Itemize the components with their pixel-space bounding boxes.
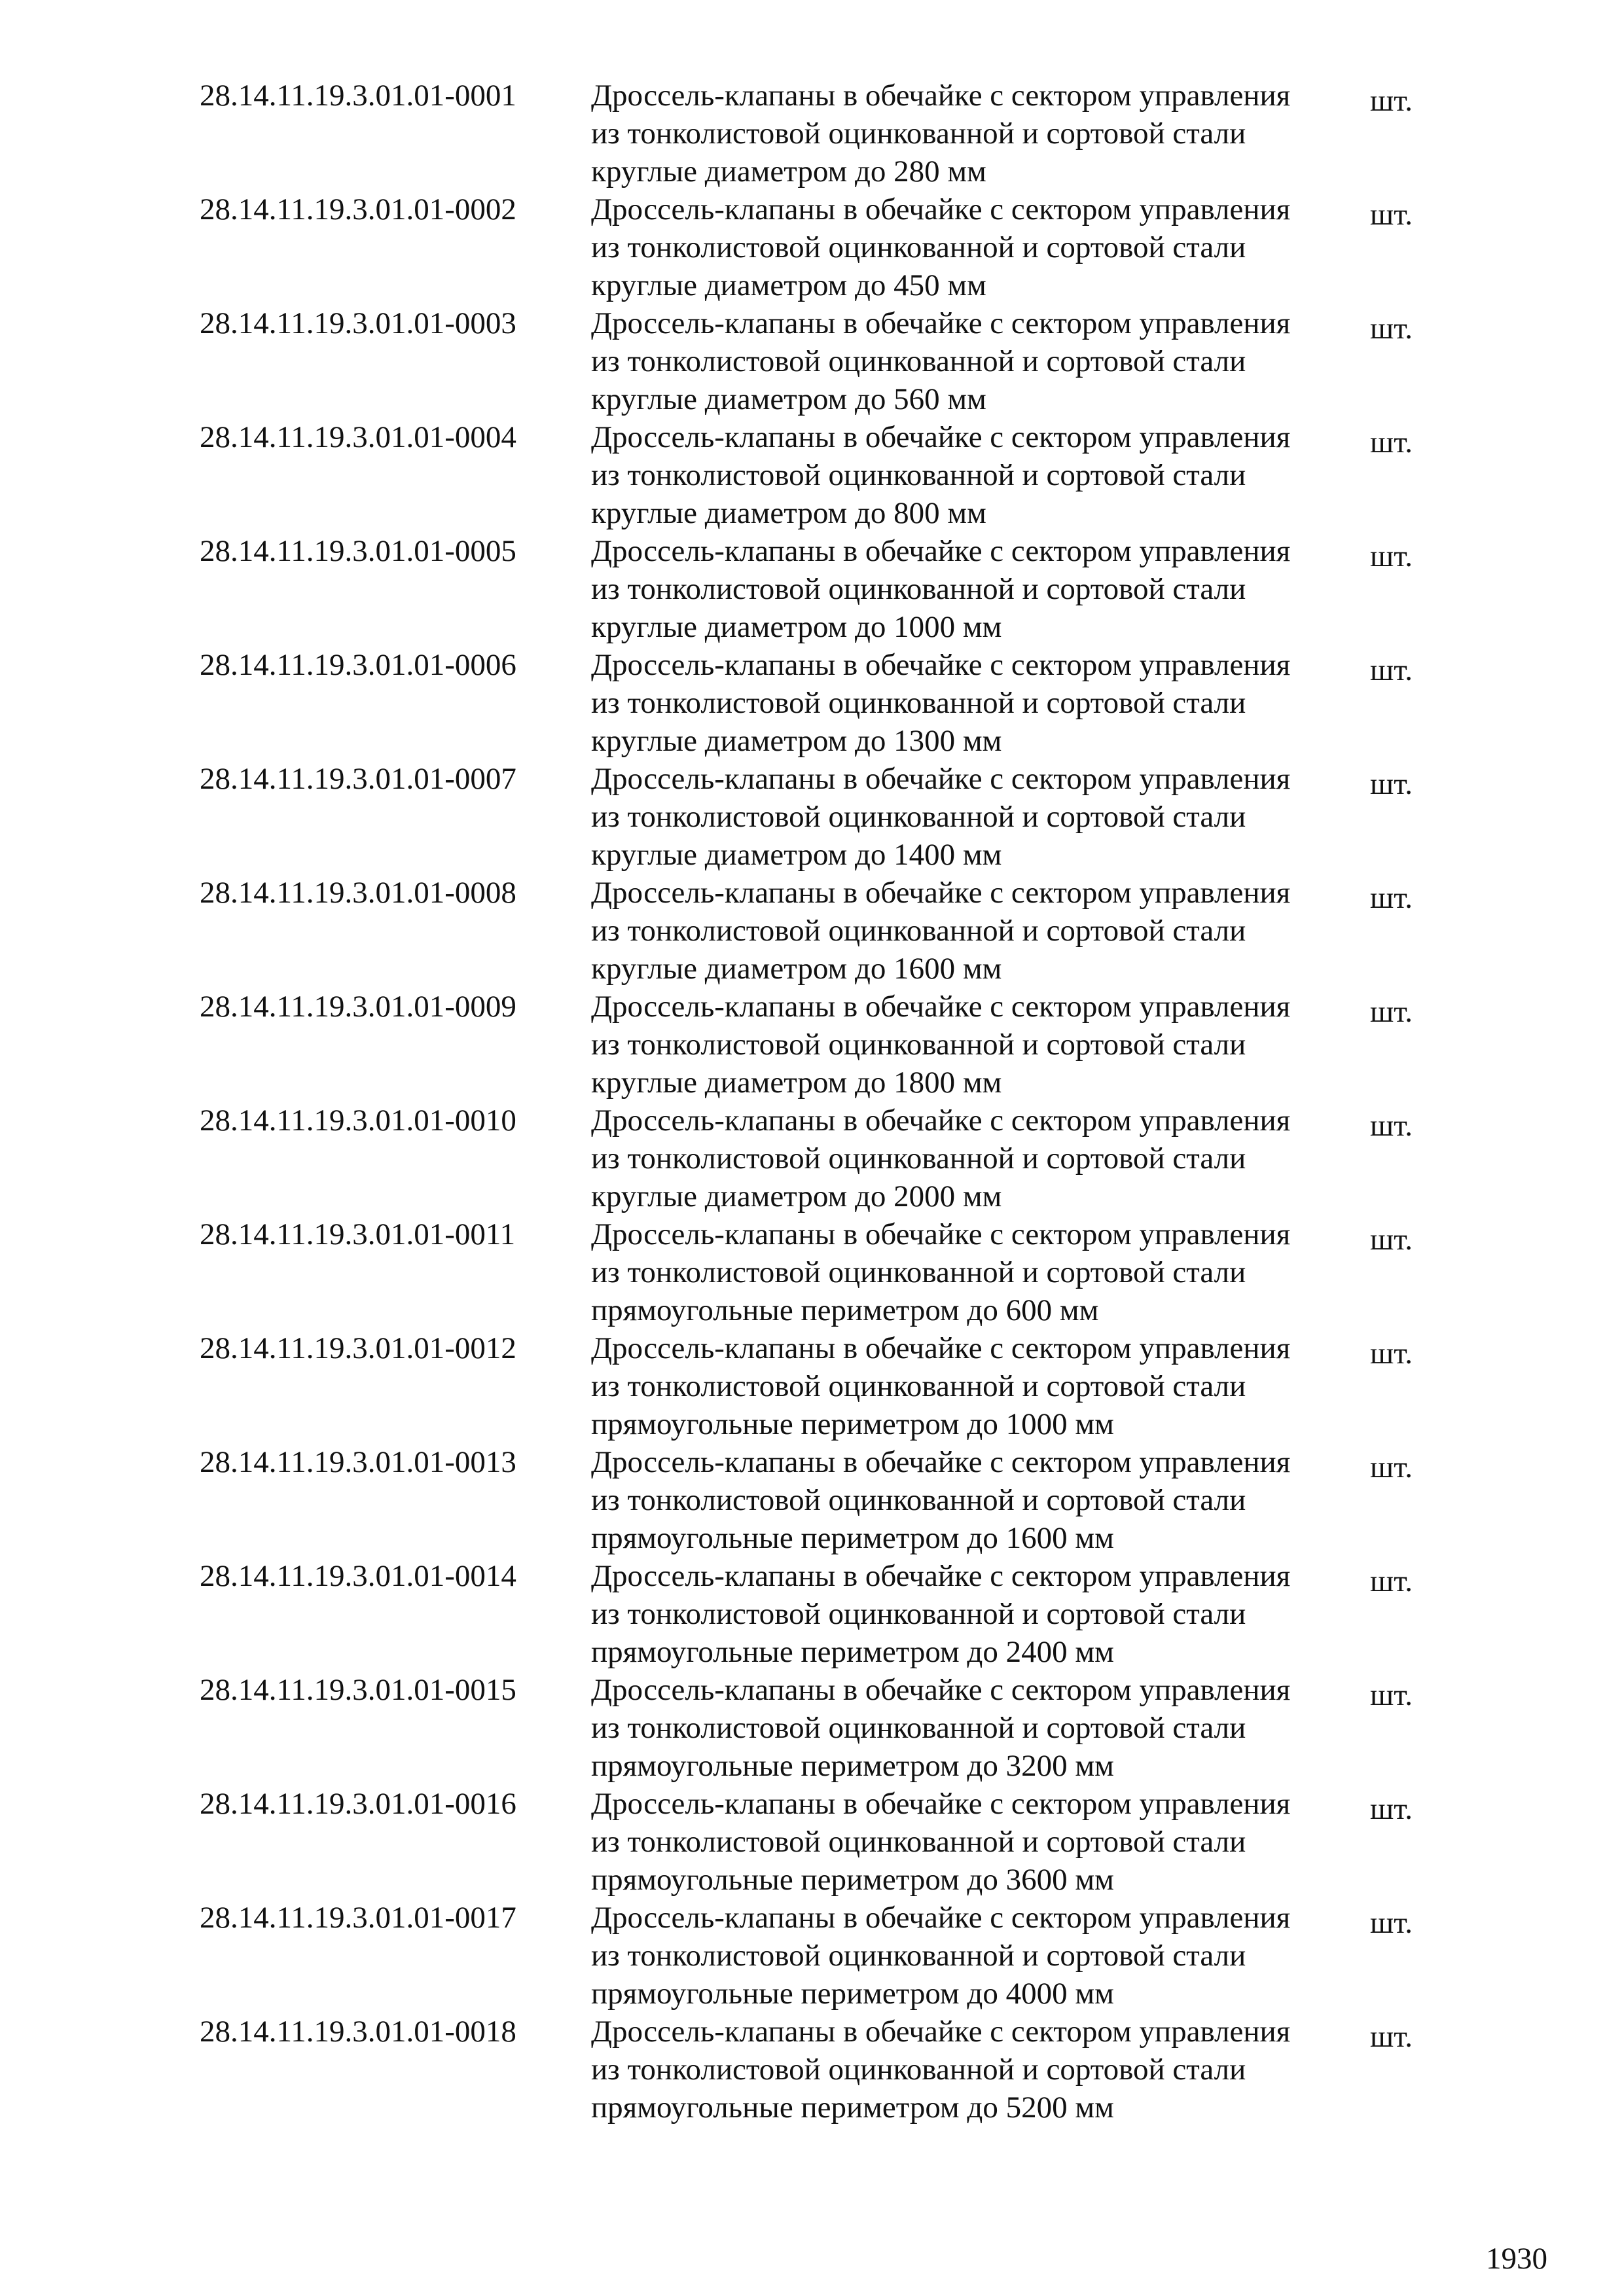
description-line: из тонколистовой оцинкованной и сортовой стали	[591, 1255, 1246, 1289]
resource-code: 28.14.11.19.3.01.01-0001	[200, 79, 516, 113]
description-line: из тонколистовой оцинкованной и сортовой стали	[591, 1939, 1246, 1973]
description-line: круглые диаметром до 1400 мм	[591, 838, 1002, 872]
table-row	[200, 1443, 1483, 1557]
resource-description	[591, 2013, 1337, 2126]
table-row	[200, 1215, 1483, 1329]
resource-code: 28.14.11.19.3.01.01-0014	[200, 1559, 516, 1593]
description-line: Дроссель-клапаны в обечайке с сектором управления	[591, 990, 1291, 1024]
description-line: Дроссель-клапаны в обечайке с сектором управления	[591, 1559, 1291, 1593]
unit-of-measure: шт.	[1370, 2020, 1413, 2054]
unit-of-measure: шт.	[1370, 881, 1413, 915]
unit-of-measure: шт.	[1370, 1109, 1413, 1143]
resource-code: 28.14.11.19.3.01.01-0006	[200, 648, 516, 682]
description-line: Дроссель-клапаны в обечайке с сектором управления	[591, 2015, 1291, 2049]
resource-code: 28.14.11.19.3.01.01-0003	[200, 306, 516, 340]
resource-code: 28.14.11.19.3.01.01-0016	[200, 1787, 516, 1821]
unit-of-measure: шт.	[1370, 1792, 1413, 1826]
resource-description	[591, 1102, 1337, 1215]
table-row	[200, 532, 1483, 646]
resource-code: 28.14.11.19.3.01.01-0007	[200, 762, 516, 796]
description-line: из тонколистовой оцинкованной и сортовой стали	[591, 458, 1246, 492]
description-line: из тонколистовой оцинкованной и сортовой стали	[591, 1028, 1246, 1062]
unit-of-measure: шт.	[1370, 1336, 1413, 1371]
description-line: Дроссель-клапаны в обечайке с сектором управления	[591, 1331, 1291, 1365]
unit-of-measure: шт.	[1370, 198, 1413, 232]
resource-description	[591, 1671, 1337, 1785]
description-line: круглые диаметром до 450 мм	[591, 268, 986, 302]
description-line: прямоугольные периметром до 1600 мм	[591, 1521, 1114, 1555]
table-row	[200, 1329, 1483, 1443]
description-line: круглые диаметром до 1300 мм	[591, 724, 1002, 758]
description-line: прямоугольные периметром до 3600 мм	[591, 1863, 1114, 1897]
description-line: круглые диаметром до 1600 мм	[591, 952, 1002, 986]
resource-code: 28.14.11.19.3.01.01-0015	[200, 1673, 516, 1707]
resource-description	[591, 1899, 1337, 2013]
resource-code: 28.14.11.19.3.01.01-0004	[200, 420, 516, 454]
description-line: Дроссель-клапаны в обечайке с сектором управления	[591, 192, 1291, 226]
unit-of-measure: шт.	[1370, 84, 1413, 118]
resource-code: 28.14.11.19.3.01.01-0002	[200, 192, 516, 226]
description-line: Дроссель-клапаны в обечайке с сектором управления	[591, 1217, 1291, 1251]
unit-of-measure: шт.	[1370, 425, 1413, 459]
table-row	[200, 1785, 1483, 1899]
description-line: Дроссель-клапаны в обечайке с сектором управления	[591, 420, 1291, 454]
description-line: Дроссель-клапаны в обечайке с сектором управления	[591, 306, 1291, 340]
description-line: Дроссель-клапаны в обечайке с сектором управления	[591, 762, 1291, 796]
description-line: из тонколистовой оцинкованной и сортовой стали	[591, 344, 1246, 378]
table-row	[200, 1899, 1483, 2013]
description-line: Дроссель-клапаны в обечайке с сектором управления	[591, 1901, 1291, 1935]
resource-description	[591, 760, 1337, 874]
table-row	[200, 418, 1483, 532]
table-row	[200, 1102, 1483, 1215]
description-line: Дроссель-клапаны в обечайке с сектором управления	[591, 79, 1291, 113]
resource-description	[591, 1443, 1337, 1557]
description-line: Дроссель-клапаны в обечайке с сектором управления	[591, 534, 1291, 568]
resource-code: 28.14.11.19.3.01.01-0010	[200, 1103, 516, 1138]
description-line: из тонколистовой оцинкованной и сортовой стали	[591, 1483, 1246, 1517]
description-line: прямоугольные периметром до 4000 мм	[591, 1977, 1114, 2011]
description-line: из тонколистовой оцинкованной и сортовой стали	[591, 117, 1246, 151]
unit-of-measure: шт.	[1370, 653, 1413, 687]
resource-code: 28.14.11.19.3.01.01-0017	[200, 1901, 516, 1935]
description-line: Дроссель-клапаны в обечайке с сектором управления	[591, 1445, 1291, 1479]
table-row	[200, 988, 1483, 1102]
resource-description	[591, 77, 1337, 190]
resource-description	[591, 1557, 1337, 1671]
resource-description	[591, 646, 1337, 760]
description-line: из тонколистовой оцинкованной и сортовой стали	[591, 1597, 1246, 1631]
resource-code: 28.14.11.19.3.01.01-0011	[200, 1217, 516, 1251]
table-row	[200, 304, 1483, 418]
description-line: круглые диаметром до 560 мм	[591, 382, 986, 416]
table-row	[200, 760, 1483, 874]
table-row	[200, 190, 1483, 304]
description-line: прямоугольные периметром до 2400 мм	[591, 1635, 1114, 1669]
table-row	[200, 1671, 1483, 1785]
description-line: Дроссель-клапаны в обечайке с сектором управления	[591, 876, 1291, 910]
description-line: Дроссель-клапаны в обечайке с сектором управления	[591, 1673, 1291, 1707]
resource-code: 28.14.11.19.3.01.01-0005	[200, 534, 516, 568]
description-line: круглые диаметром до 280 мм	[591, 154, 986, 188]
table-row	[200, 646, 1483, 760]
table-row	[200, 2013, 1483, 2126]
unit-of-measure: шт.	[1370, 1678, 1413, 1712]
unit-of-measure: шт.	[1370, 767, 1413, 801]
description-line: из тонколистовой оцинкованной и сортовой стали	[591, 2053, 1246, 2087]
description-line: прямоугольные периметром до 1000 мм	[591, 1407, 1114, 1441]
table-row	[200, 874, 1483, 988]
description-line: из тонколистовой оцинкованной и сортовой стали	[591, 914, 1246, 948]
resource-description	[591, 1785, 1337, 1899]
unit-of-measure: шт.	[1370, 995, 1413, 1029]
description-line: Дроссель-клапаны в обечайке с сектором управления	[591, 648, 1291, 682]
resource-code: 28.14.11.19.3.01.01-0018	[200, 2015, 516, 2049]
resource-description	[591, 988, 1337, 1102]
description-line: круглые диаметром до 1800 мм	[591, 1066, 1002, 1100]
resource-description	[591, 532, 1337, 646]
description-line: Дроссель-клапаны в обечайке с сектором управления	[591, 1787, 1291, 1821]
resource-description	[591, 190, 1337, 304]
description-line: круглые диаметром до 1000 мм	[591, 610, 1002, 644]
description-line: Дроссель-клапаны в обечайке с сектором управления	[591, 1103, 1291, 1138]
description-line: из тонколистовой оцинкованной и сортовой стали	[591, 1369, 1246, 1403]
resource-code: 28.14.11.19.3.01.01-0013	[200, 1445, 516, 1479]
description-line: прямоугольные периметром до 600 мм	[591, 1293, 1099, 1327]
unit-of-measure: шт.	[1370, 312, 1413, 346]
description-line: из тонколистовой оцинкованной и сортовой стали	[591, 1825, 1246, 1859]
resource-code: 28.14.11.19.3.01.01-0009	[200, 990, 516, 1024]
resource-description	[591, 874, 1337, 988]
unit-of-measure: шт.	[1370, 539, 1413, 573]
resource-code: 28.14.11.19.3.01.01-0012	[200, 1331, 516, 1365]
table-row	[200, 1557, 1483, 1671]
description-line: круглые диаметром до 800 мм	[591, 496, 986, 530]
resource-code: 28.14.11.19.3.01.01-0008	[200, 876, 516, 910]
unit-of-measure: шт.	[1370, 1564, 1413, 1598]
description-line: из тонколистовой оцинкованной и сортовой стали	[591, 230, 1246, 264]
resource-description	[591, 304, 1337, 418]
description-line: из тонколистовой оцинкованной и сортовой стали	[591, 686, 1246, 720]
description-line: из тонколистовой оцинкованной и сортовой стали	[591, 1711, 1246, 1745]
page-number: 1930	[1486, 2242, 1547, 2276]
description-line: из тонколистовой оцинкованной и сортовой стали	[591, 1141, 1246, 1175]
description-line: из тонколистовой оцинкованной и сортовой стали	[591, 572, 1246, 606]
table-row	[200, 77, 1483, 190]
description-line: прямоугольные периметром до 5200 мм	[591, 2090, 1114, 2125]
unit-of-measure: шт.	[1370, 1450, 1413, 1484]
unit-of-measure: шт.	[1370, 1223, 1413, 1257]
unit-of-measure: шт.	[1370, 1906, 1413, 1940]
resource-description	[591, 1215, 1337, 1329]
description-line: круглые диаметром до 2000 мм	[591, 1179, 1002, 1213]
description-line: прямоугольные периметром до 3200 мм	[591, 1749, 1114, 1783]
resource-description	[591, 418, 1337, 532]
description-line: из тонколистовой оцинкованной и сортовой стали	[591, 800, 1246, 834]
resource-description	[591, 1329, 1337, 1443]
resource-list	[200, 77, 1483, 2126]
